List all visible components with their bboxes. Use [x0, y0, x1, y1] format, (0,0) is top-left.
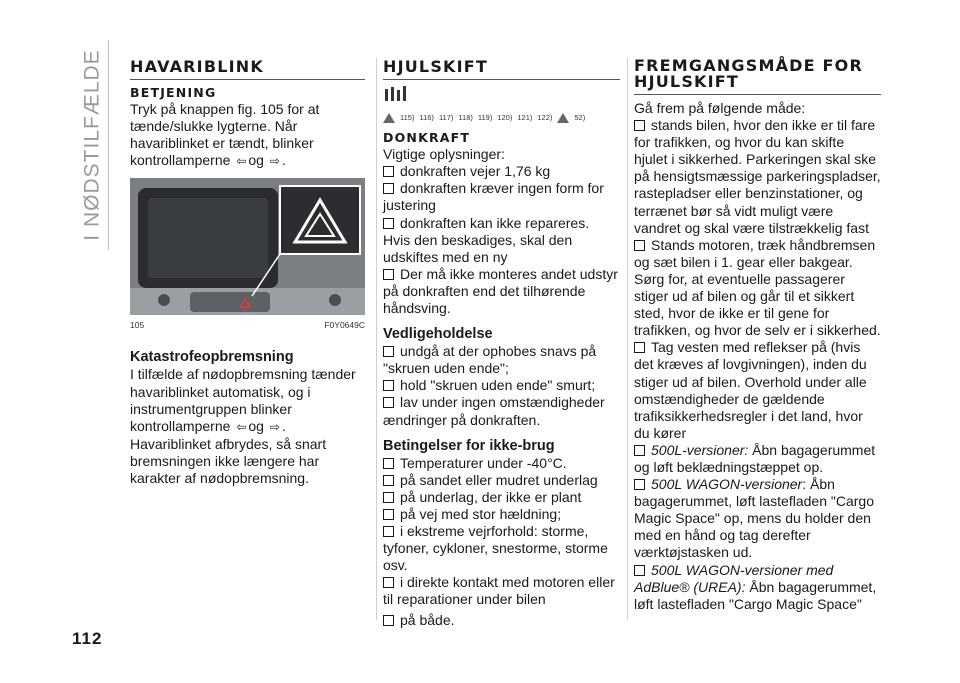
section-title-havariblink: HAVARIBLINK: [130, 58, 365, 80]
list-item: Tag vesten med reflekser på (hvis det kræves af lovgivningen), inden du stiger ud af bilen. Overhold under alle omstændigheder de gældende trafiksikkerhedsregler i det land, hvor du kører: [634, 339, 881, 442]
side-tab: I NØDSTILFÆLDE: [81, 49, 104, 241]
side-tab-line: [108, 40, 109, 250]
warning-references: 115) 116) 117) 118) 119) 120) 121) 122) 52): [383, 109, 620, 126]
list-item: 500L-versioner: Åbn bagagerummet og løft beklædningstæppet op.: [634, 442, 881, 476]
betjening-text: Tryk på knappen fig. 105 for at tænde/slukke lygterne. Når havariblinket er tændt, blinker kontrollamperne ⇦ og ⇨ .: [130, 101, 365, 170]
procedure-lead: Gå frem på følgende måde:: [634, 100, 806, 116]
section-title-fremgangsmaade: FREMGANGSMÅDE FOR HJULSKIFT: [634, 58, 881, 95]
list-item: undgå at der ophobes snavs på "skruen uden ende";: [383, 343, 620, 377]
kat-text-2: Havariblinket afbrydes, så snart bremsningen ikke længere har karakter af nødopbremsning.: [130, 435, 327, 487]
list-item: donkraften vejer 1,76 kg: [383, 163, 620, 180]
kat-title: Katastrofeopbremsning: [130, 349, 294, 366]
list-item: Temperaturer under -40°C.: [383, 455, 620, 472]
turn-signal-right-icon: ⇨: [269, 419, 280, 434]
subtitle-donkraft: DONKRAFT: [383, 130, 471, 146]
list-item: på både.: [383, 612, 620, 629]
dashboard-illustration: [130, 178, 365, 315]
list-item: på underlag, der ikke er plant: [383, 489, 620, 506]
column-fremgangsmaade: [634, 58, 881, 613]
subtitle-betjening: BETJENING: [130, 85, 217, 100]
caution-triangle-icon: [557, 113, 569, 123]
figure-hazard-button: [130, 178, 365, 315]
column-havariblink: [130, 58, 365, 487]
tools-icon: [383, 85, 620, 107]
list-item: lav under ingen omstændigheder ændringer på donkraften.: [383, 394, 620, 428]
maintenance-title: Vedligeholdelse: [383, 326, 493, 343]
list-item: donkraften kræver ingen form for justering: [383, 180, 620, 214]
figure-code: F0Y0649C: [324, 320, 365, 331]
column-hjulskift: [383, 58, 620, 630]
list-item: på sandet eller mudret underlag: [383, 472, 620, 489]
list-item: på vej med stor hældning;: [383, 506, 620, 523]
list-item: Der må ikke monteres andet udstyr på donkraften end det tilhørende håndsving.: [383, 266, 620, 317]
kat-text: I tilfælde af nødopbremsning tænder havariblinket automatisk, og i instrumentgruppen blinker kontrollamperne ⇦ og ⇨ .: [130, 366, 365, 435]
page-number: 112: [72, 629, 103, 648]
section-title-hjulskift: HJULSKIFT: [383, 58, 620, 80]
conditions-title: Betingelser for ikke-brug: [383, 437, 555, 454]
figure-caption: [130, 317, 365, 334]
list-item: 500L WAGON-versioner: Åbn bagagerummet, løft lastefladen "Cargo Magic Space" op, mens du holder den med en hånd og tag derefter værktøjstasken ud.: [634, 476, 881, 561]
turn-signal-right-icon: ⇨: [269, 154, 280, 169]
column-divider-1: [376, 58, 377, 620]
turn-signal-icon: ⇦: [236, 419, 247, 434]
list-item: stands bilen, hvor den ikke er til fare for trafikken, og hvor du kan skifte hjulet i sikkerhed. Parkeringen skal ske på hensigtsmæssige parkeringspladser, rastepladser eller benzinstationer, og terrænet bør så vidt muligt være vandret og skal være tilstrækkelig fast: [634, 117, 881, 236]
donkraft-lead: Vigtige oplysninger:: [383, 146, 505, 163]
list-item: i direkte kontakt med motoren eller til reparationer under bilen: [383, 574, 620, 608]
list-item: Stands motoren, træk håndbremsen og sæt bilen i 1. gear eller bakgear. Sørg for, at eventuelle passagerer stiger ud af bilen og går til et sikkert sted, hvor de ikke er til gene for trafikken, og hvor de selv er i sikkerhed.: [634, 236, 881, 339]
turn-signal-icon: ⇦: [236, 154, 247, 169]
list-item: 500L WAGON-versioner med AdBlue® (UREA): Åbn bagagerummet, løft lastefladen "Cargo Magic Space": [634, 562, 881, 613]
list-item: i ekstreme vejrforhold: storme, tyfoner, cykloner, snestorme, storme osv.: [383, 523, 620, 574]
figure-number: 105: [130, 320, 145, 331]
list-item: donkraften kan ikke repareres. Hvis den beskadiges, skal den udskiftes med en ny: [383, 215, 620, 266]
warning-triangle-icon: [383, 113, 395, 123]
list-item: hold "skruen uden ende" smurt;: [383, 377, 620, 394]
column-divider-2: [627, 58, 628, 620]
